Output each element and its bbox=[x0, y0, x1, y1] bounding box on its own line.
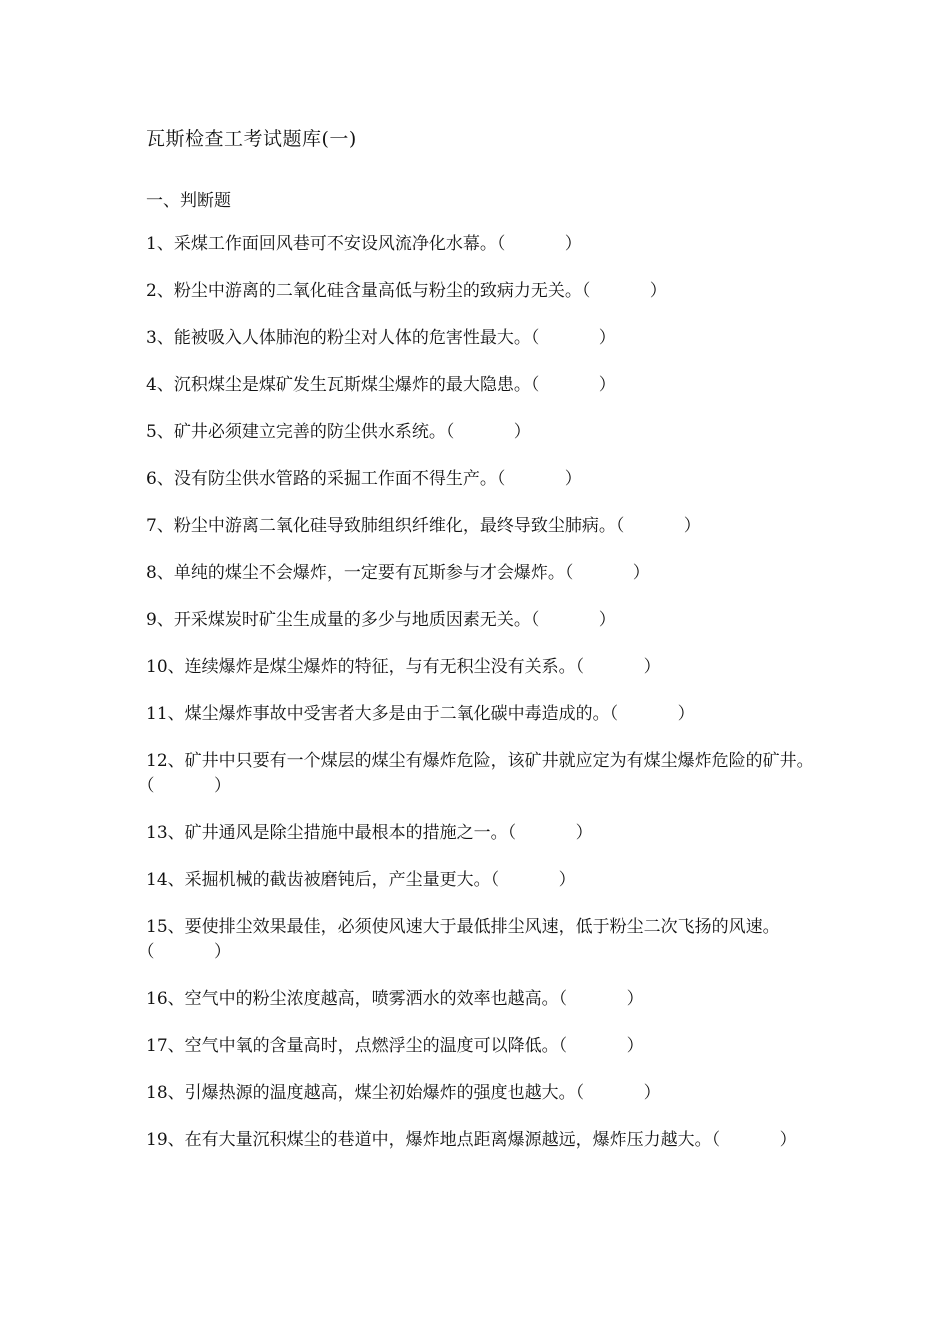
answer-blank[interactable]: （ ） bbox=[146, 776, 231, 796]
answer-blank[interactable]: （ ） bbox=[564, 563, 650, 583]
question-item bbox=[146, 1128, 814, 1153]
answer-blank[interactable]: （ ） bbox=[507, 823, 593, 843]
question-item bbox=[146, 987, 814, 1012]
question-text: 18、引爆热源的温度越高，煤尘初始爆炸的强度也越大。 bbox=[146, 1083, 576, 1103]
question-text: 10、连续爆炸是煤尘爆炸的特征，与有无积尘没有关系。 bbox=[146, 657, 576, 677]
question-item bbox=[146, 821, 814, 846]
question-text: 12、矿井中只要有一个煤层的煤尘有爆炸危险，该矿井就应定为有煤尘爆炸危险的矿井。 bbox=[146, 751, 814, 771]
question-item bbox=[146, 373, 814, 398]
question-text: 6、没有防尘供水管路的采掘工作面不得生产。 bbox=[146, 469, 497, 489]
question-text: 2、粉尘中游离的二氧化硅含量高低与粉尘的致病力无关。 bbox=[146, 281, 582, 301]
answer-blank[interactable]: （ ） bbox=[490, 870, 576, 890]
question-item bbox=[146, 279, 814, 304]
question-item bbox=[146, 420, 814, 445]
answer-blank[interactable]: （ ） bbox=[558, 1036, 644, 1056]
question-item bbox=[146, 655, 814, 680]
answer-blank[interactable]: （ ） bbox=[146, 942, 231, 962]
question-item bbox=[146, 326, 814, 351]
question-item bbox=[146, 749, 814, 799]
question-text: 11、煤尘爆炸事故中受害者大多是由于二氧化碳中毒造成的。 bbox=[146, 704, 610, 724]
answer-blank[interactable]: （ ） bbox=[496, 234, 582, 254]
question-text: 5、矿井必须建立完善的防尘供水系统。 bbox=[146, 422, 446, 442]
question-item bbox=[146, 868, 814, 893]
question-item bbox=[146, 1034, 814, 1059]
question-item bbox=[146, 915, 814, 965]
question-text: 4、沉积煤尘是煤矿发生瓦斯煤尘爆炸的最大隐患。 bbox=[146, 375, 531, 395]
answer-blank[interactable]: （ ） bbox=[581, 281, 667, 301]
question-item bbox=[146, 702, 814, 727]
question-text: 9、开采煤炭时矿尘生成量的多少与地质因素无关。 bbox=[146, 610, 531, 630]
question-list bbox=[146, 232, 814, 1175]
question-item bbox=[146, 561, 814, 586]
question-text: 14、采掘机械的截齿被磨钝后，产尘量更大。 bbox=[146, 870, 491, 890]
section-heading: 一、判断题 bbox=[146, 191, 231, 211]
question-text: 3、能被吸入人体肺泡的粉尘对人体的危害性最大。 bbox=[146, 328, 531, 348]
question-text: 13、矿井通风是除尘措施中最根本的措施之一。 bbox=[146, 823, 508, 843]
question-item bbox=[146, 467, 814, 492]
answer-blank[interactable]: （ ） bbox=[615, 516, 701, 536]
question-text: 15、要使排尘效果最佳，必须使风速大于最低排尘风速，低于粉尘二次飞扬的风速。 bbox=[146, 917, 780, 937]
answer-blank[interactable]: （ ） bbox=[530, 328, 616, 348]
answer-blank[interactable]: （ ） bbox=[558, 989, 644, 1009]
question-item bbox=[146, 608, 814, 633]
answer-blank[interactable]: （ ） bbox=[609, 704, 695, 724]
question-item bbox=[146, 232, 814, 257]
question-item bbox=[146, 514, 814, 539]
answer-blank[interactable]: （ ） bbox=[530, 375, 616, 395]
question-text: 16、空气中的粉尘浓度越高，喷雾洒水的效率也越高。 bbox=[146, 989, 559, 1009]
question-text: 8、单纯的煤尘不会爆炸，一定要有瓦斯参与才会爆炸。 bbox=[146, 563, 565, 583]
question-text: 17、空气中氧的含量高时，点燃浮尘的温度可以降低。 bbox=[146, 1036, 559, 1056]
answer-blank[interactable]: （ ） bbox=[575, 657, 661, 677]
page-title: 瓦斯检查工考试题库(一) bbox=[146, 128, 357, 150]
answer-blank[interactable]: （ ） bbox=[530, 610, 616, 630]
question-text: 1、采煤工作面回风巷可不安设风流净化水幕。 bbox=[146, 234, 497, 254]
question-text: 7、粉尘中游离二氧化硅导致肺组织纤维化，最终导致尘肺病。 bbox=[146, 516, 616, 536]
question-item bbox=[146, 1081, 814, 1106]
answer-blank[interactable]: （ ） bbox=[711, 1130, 797, 1150]
answer-blank[interactable]: （ ） bbox=[445, 422, 531, 442]
answer-blank[interactable]: （ ） bbox=[575, 1083, 661, 1103]
answer-blank[interactable]: （ ） bbox=[496, 469, 582, 489]
question-text: 19、在有大量沉积煤尘的巷道中，爆炸地点距离爆源越远，爆炸压力越大。 bbox=[146, 1130, 712, 1150]
